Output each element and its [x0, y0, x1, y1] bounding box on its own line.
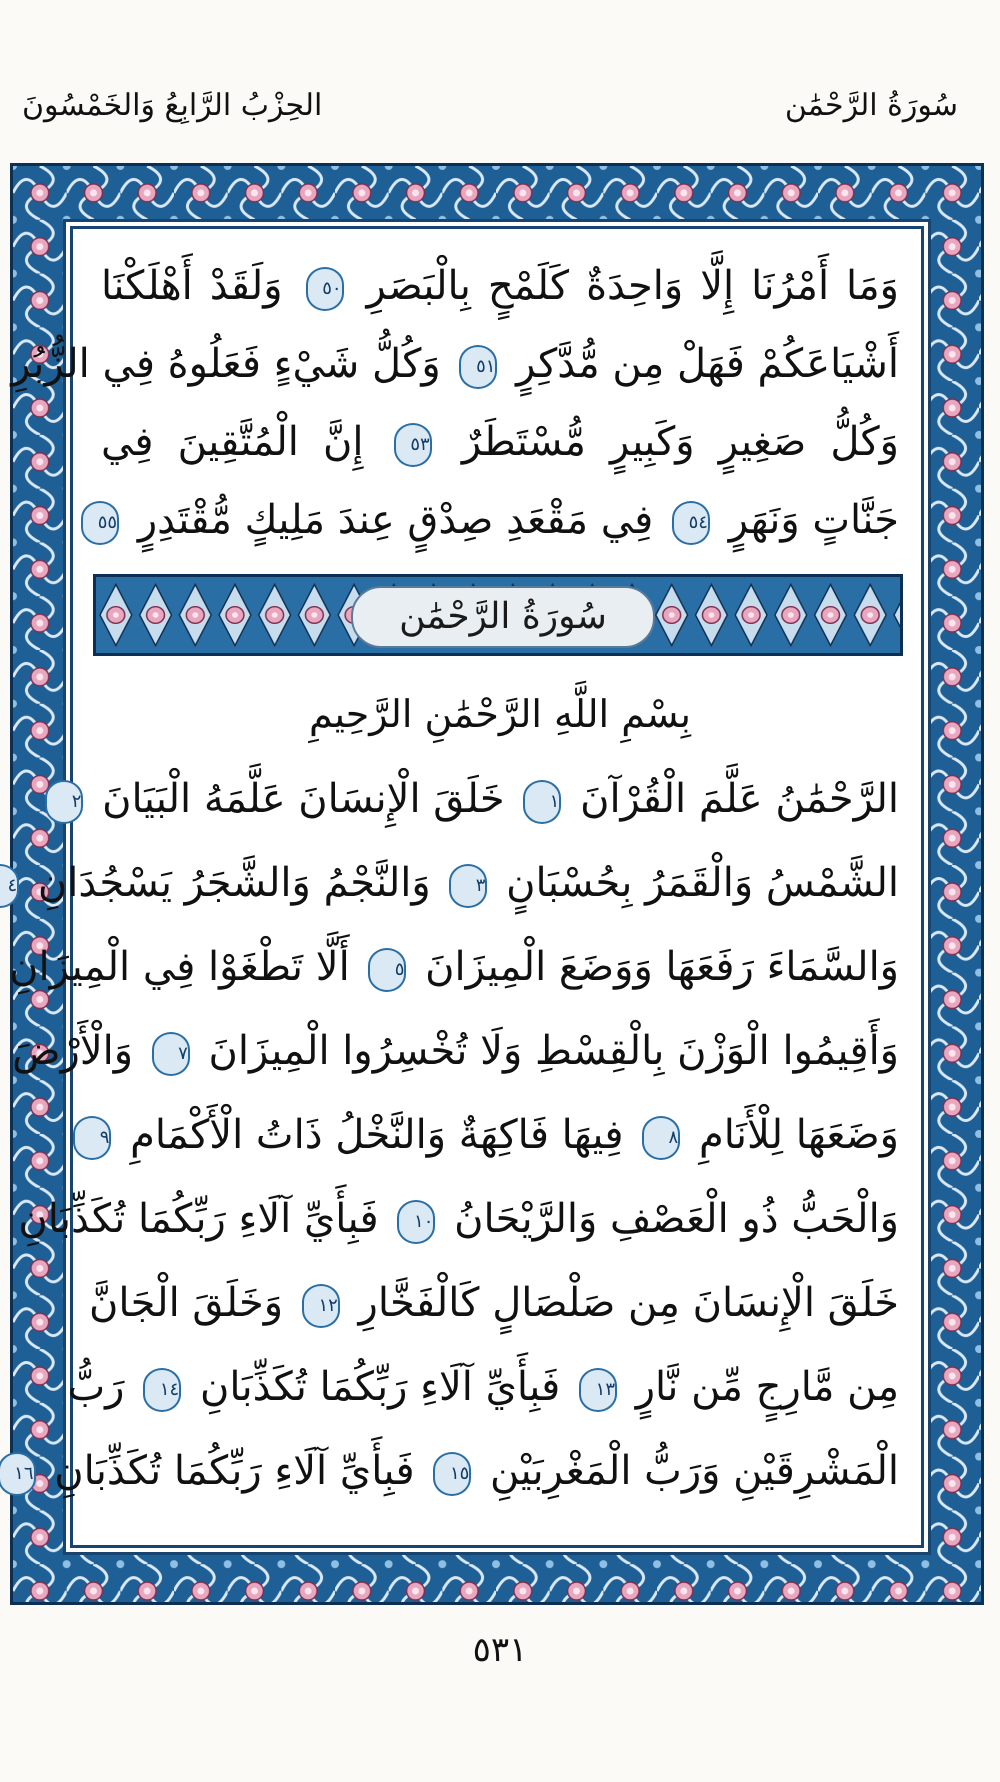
text-line	[12, 1016, 899, 1086]
verse-text: فِي مَقْعَدِ صِدْقٍ عِندَ مَلِيكٍ مُّقْتَدِرٍ	[137, 497, 654, 543]
verse-text: جَنَّاتٍ وَنَهَرٍ	[728, 497, 899, 543]
verse-text: وَكُلُّ صَغِيرٍ وَكَبِيرٍ مُّسْتَطَرٌ	[461, 419, 899, 465]
verse-text: رَبُّ	[67, 1364, 125, 1410]
verse-text: وَالسَّمَاءَ رَفَعَهَا وَوَضَعَ الْمِيزَانَ	[425, 944, 899, 990]
verse-text: وَمَا أَمْرُنَا إِلَّا وَاحِدَةٌ كَلَمْحٍ بِالْبَصَرِ	[366, 263, 899, 309]
ayah-marker: ٥٥	[81, 501, 119, 545]
surah-title: سُورَةُ الرَّحْمَٰن	[351, 586, 655, 648]
ayah-marker: ٥	[368, 948, 406, 992]
verse-text: أَلَّا تَطْغَوْا فِي الْمِيزَانِ	[9, 944, 350, 990]
verse-text: الْمَشْرِقَيْنِ وَرَبُّ الْمَغْرِبَيْنِ	[490, 1448, 899, 1494]
surah-name-label: سُورَةُ الرَّحْمَٰن	[784, 88, 958, 123]
text-line	[9, 932, 899, 1002]
verse-text: فَبِأَيِّ آلَاءِ رَبِّكُمَا تُكَذِّبَانِ	[54, 1448, 415, 1494]
verse-text: وَلَقَدْ أَهْلَكْنَا	[101, 263, 283, 309]
verse-text: أَشْيَاعَكُمْ فَهَلْ مِن مُّدَّكِرٍ	[516, 341, 899, 387]
ayah-marker: ٥٤	[672, 501, 710, 545]
verse-text: خَلَقَ الْإِنسَانَ عَلَّمَهُ الْبَيَانَ	[102, 776, 505, 822]
ayah-marker: ١٤	[143, 1368, 181, 1412]
verse-text: وَأَقِيمُوا الْوَزْنَ بِالْقِسْطِ وَلَا تُخْسِرُوا الْمِيزَانَ	[208, 1028, 899, 1074]
ayah-marker: ٤	[0, 864, 19, 908]
ayah-marker: ٥١	[459, 345, 497, 389]
verse-text: إِنَّ الْمُتَّقِينَ فِي	[101, 419, 364, 465]
ayah-marker: ١	[523, 780, 561, 824]
page-header	[0, 88, 1000, 148]
text-line	[71, 764, 899, 834]
ayah-marker: ١٥	[433, 1452, 471, 1496]
verse-text: فِيهَا فَاكِهَةٌ وَالنَّخْلُ ذَاتُ الْأَكْمَامِ	[130, 1112, 624, 1158]
hizb-label: الحِزْبُ الرَّابِعُ وَالخَمْسُونَ	[22, 88, 323, 123]
ayah-marker: ٥٣	[394, 423, 432, 467]
ayah-marker: ١٦	[0, 1452, 36, 1496]
verse-text: وَالنَّجْمُ وَالشَّجَرُ يَسْجُدَانِ	[37, 860, 431, 906]
ayah-marker: ٢	[45, 780, 83, 824]
text-line	[101, 407, 899, 477]
text-line	[14, 1436, 899, 1506]
page-number: ٥٣١	[472, 1630, 528, 1670]
verse-text: وَالْأَرْضَ	[12, 1028, 134, 1074]
verse-text: مِن مَّارِجٍ مِّن نَّارٍ	[635, 1364, 899, 1410]
verse-text: فَبِأَيِّ آلَاءِ رَبِّكُمَا تُكَذِّبَانِ	[18, 1196, 379, 1242]
text-line	[101, 251, 899, 321]
verse-text: الشَّمْسُ وَالْقَمَرُ بِحُسْبَانٍ	[506, 860, 899, 906]
ayah-marker: ٣	[449, 864, 487, 908]
verse-text: وَالْحَبُّ ذُو الْعَصْفِ وَالرَّيْحَانُ	[454, 1196, 899, 1242]
text-line	[11, 329, 899, 399]
ayah-marker: ١٠	[397, 1200, 435, 1244]
text-line	[97, 485, 899, 555]
ayah-marker: ٧	[152, 1032, 190, 1076]
verse-text: وَكُلُّ شَيْءٍ فَعَلُوهُ فِي الزُّبُرِ	[11, 341, 441, 387]
ayah-marker: ١٢	[302, 1284, 340, 1328]
basmala: بِسْمِ اللَّهِ الرَّحْمَٰنِ الرَّحِيمِ	[309, 692, 691, 736]
verse-text: وَضَعَهَا لِلْأَنَامِ	[698, 1112, 899, 1158]
ayah-marker: ١٣	[579, 1368, 617, 1412]
ayah-marker: ٥٠	[306, 267, 344, 311]
verse-text: خَلَقَ الْإِنسَانَ مِن صَلْصَالٍ كَالْفَخَّارِ	[358, 1280, 899, 1326]
surah-title-banner	[93, 574, 903, 656]
verse-text: فَبِأَيِّ آلَاءِ رَبِّكُمَا تُكَذِّبَانِ	[199, 1364, 561, 1410]
text-line	[7, 848, 899, 918]
text-line	[67, 1352, 899, 1422]
text-line	[89, 1268, 899, 1338]
verse-text: الرَّحْمَٰنُ عَلَّمَ الْقُرْآنَ	[580, 776, 899, 822]
ayah-marker: ٨	[642, 1116, 680, 1160]
verse-text: وَخَلَقَ الْجَانَّ	[89, 1280, 284, 1326]
ornamental-frame	[7, 163, 984, 1605]
text-line	[18, 1184, 899, 1254]
ayah-marker: ٩	[73, 1116, 111, 1160]
text-line	[101, 1100, 899, 1170]
text-panel	[7, 226, 924, 1548]
